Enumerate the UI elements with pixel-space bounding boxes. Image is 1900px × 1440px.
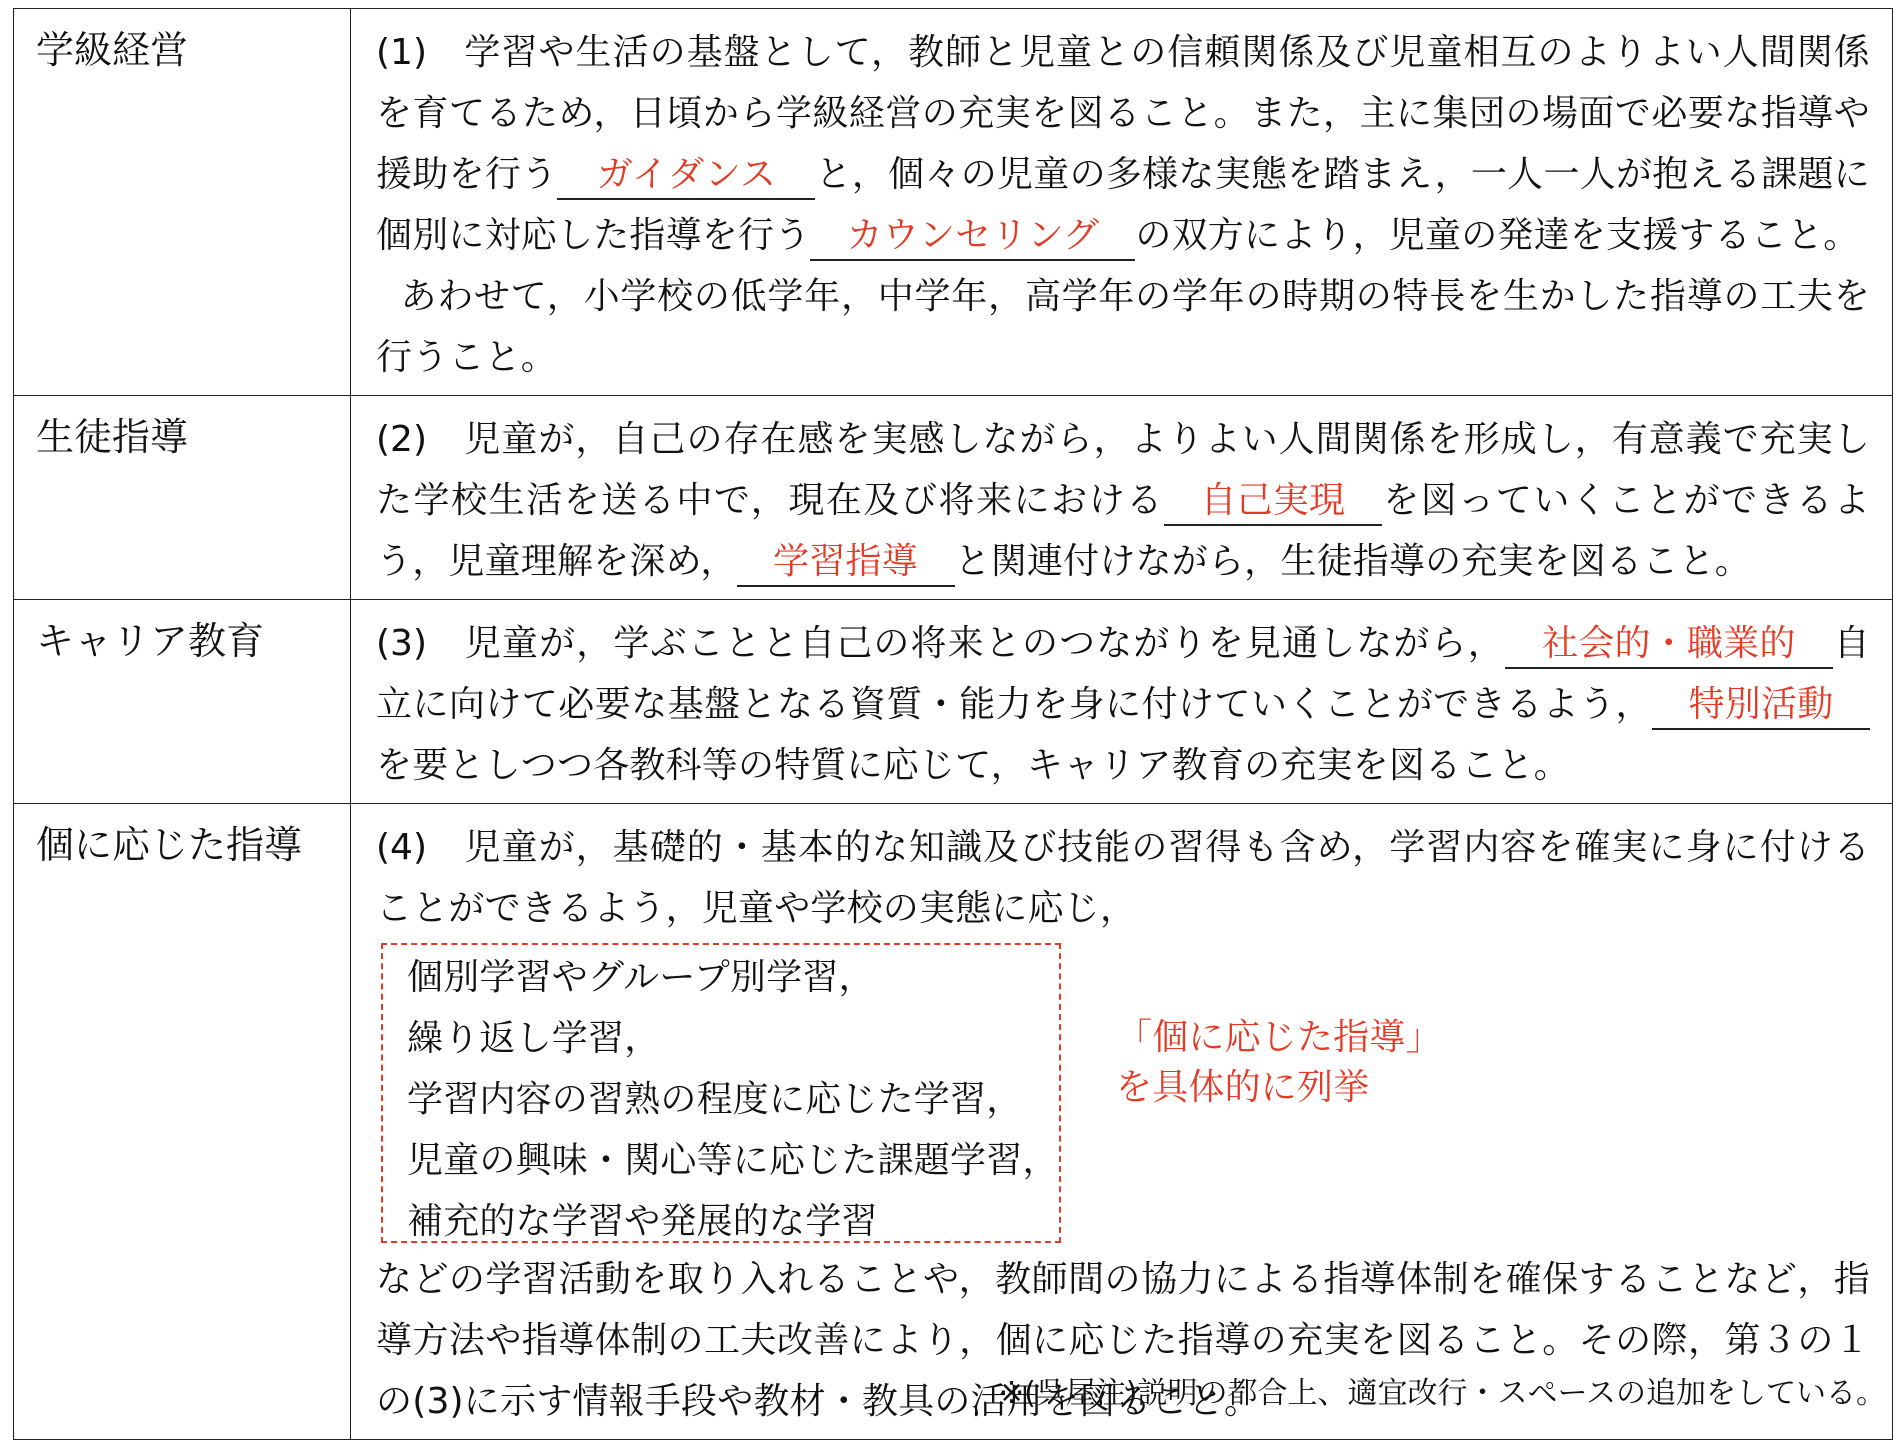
item-number: (3) [376, 623, 427, 664]
row-label: 個に応じた指導 [14, 804, 351, 1440]
row-label: 学級経営 [14, 9, 351, 396]
answer-blank: カウンセリング [810, 213, 1135, 261]
item-number: (1) [376, 32, 427, 73]
content-text: 学習や生活の基盤として，教師と児童との信頼関係及び児童相互のよりよい人間関係を育てるため，日頃から学級経営の充実を図ること。また，主に集団の場面で必要な指導や援助を行う [376, 32, 1870, 195]
content-text: 児童が，学ぶことと自己の将来とのつながりを見通しながら， [464, 623, 1505, 664]
table-row [14, 9, 1893, 396]
content-text: 児童が，基礎的・基本的な知識及び技能の習得も含め，学習内容を確実に身に付けることができるよう，児童や学校の実態に応じ， [376, 827, 1870, 929]
row-content [351, 804, 1893, 1440]
content-text: の双方により，児童の発達を支援すること。 [1135, 215, 1860, 256]
example-item: 補充的な学習や発展的な学習 [407, 1201, 878, 1242]
annotation-line: を具体的に列挙 [1116, 1067, 1370, 1108]
annotation-line: 「個に応じた指導」 [1116, 1017, 1442, 1058]
content-text: と，個々の児童の多様な実態を踏まえ，一人一人が抱える課題に個別に対応した指導を行う [376, 154, 1870, 256]
guidance-table [13, 8, 1893, 1440]
annotation-note [1116, 1013, 1442, 1113]
answer-blank: 社会的・職業的 [1505, 621, 1833, 669]
content-text: を要としつつ各教科等の特質に応じて，キャリア教育の充実を図ること。 [376, 745, 1570, 786]
content-text: を図っていくことができるよう，児童理解を深め， [376, 480, 1870, 582]
example-item: 児童の興味・関心等に応じた課題学習， [407, 1140, 1059, 1181]
content-text: と関連付けながら，生徒指導の充実を図ること。 [954, 541, 1751, 582]
answer-blank: 学習指導 [737, 539, 955, 587]
row-label: 生徒指導 [14, 396, 351, 600]
example-item: 繰り返し学習， [407, 1018, 661, 1059]
content-text: 自立に向けて必要な基盤となる資質・能力を身に付けていくことができるよう， [376, 623, 1871, 725]
answer-blank: ガイダンス [557, 152, 815, 200]
row-content [351, 9, 1893, 396]
content-text: 児童が，自己の存在感を実感しながら，よりよい人間関係を形成し，有意義で充実した学校生活を送る中で，現在及び将来における [376, 419, 1870, 521]
row-label: キャリア教育 [14, 600, 351, 804]
content-text: などの学習活動を取り入れることや，教師間の協力による指導体制を確保することなど，指導方法や指導体制の工夫改善により，個に応じた指導の充実を図ること。その際，第３の１の(3)に示す情報手段や教材・教具の活用を図ること。 [376, 1259, 1870, 1422]
example-item: 個別学習やグループ別学習， [407, 957, 875, 998]
examples-dashed-box [381, 943, 1061, 1243]
row-content [351, 600, 1893, 804]
table-row [14, 396, 1893, 600]
row-content [351, 396, 1893, 600]
answer-blank: 特別活動 [1652, 682, 1870, 730]
item-number: (4) [376, 827, 427, 868]
answer-blank: 自己実現 [1164, 478, 1382, 526]
footer-note: ※(呉屋注)説明の都合上、適宜改行・スペースの追加をしている。 [998, 1376, 1886, 1411]
item-number: (2) [376, 419, 427, 460]
table-row [14, 600, 1893, 804]
examples-area [376, 939, 1870, 1249]
example-item: 学習内容の習熟の程度に応じた学習， [407, 1079, 1023, 1120]
table-row [14, 804, 1893, 1440]
content-text: あわせて，小学校の低学年，中学年，高学年の学年の時期の特長を生かした指導の工夫を行うこと。 [376, 276, 1870, 378]
